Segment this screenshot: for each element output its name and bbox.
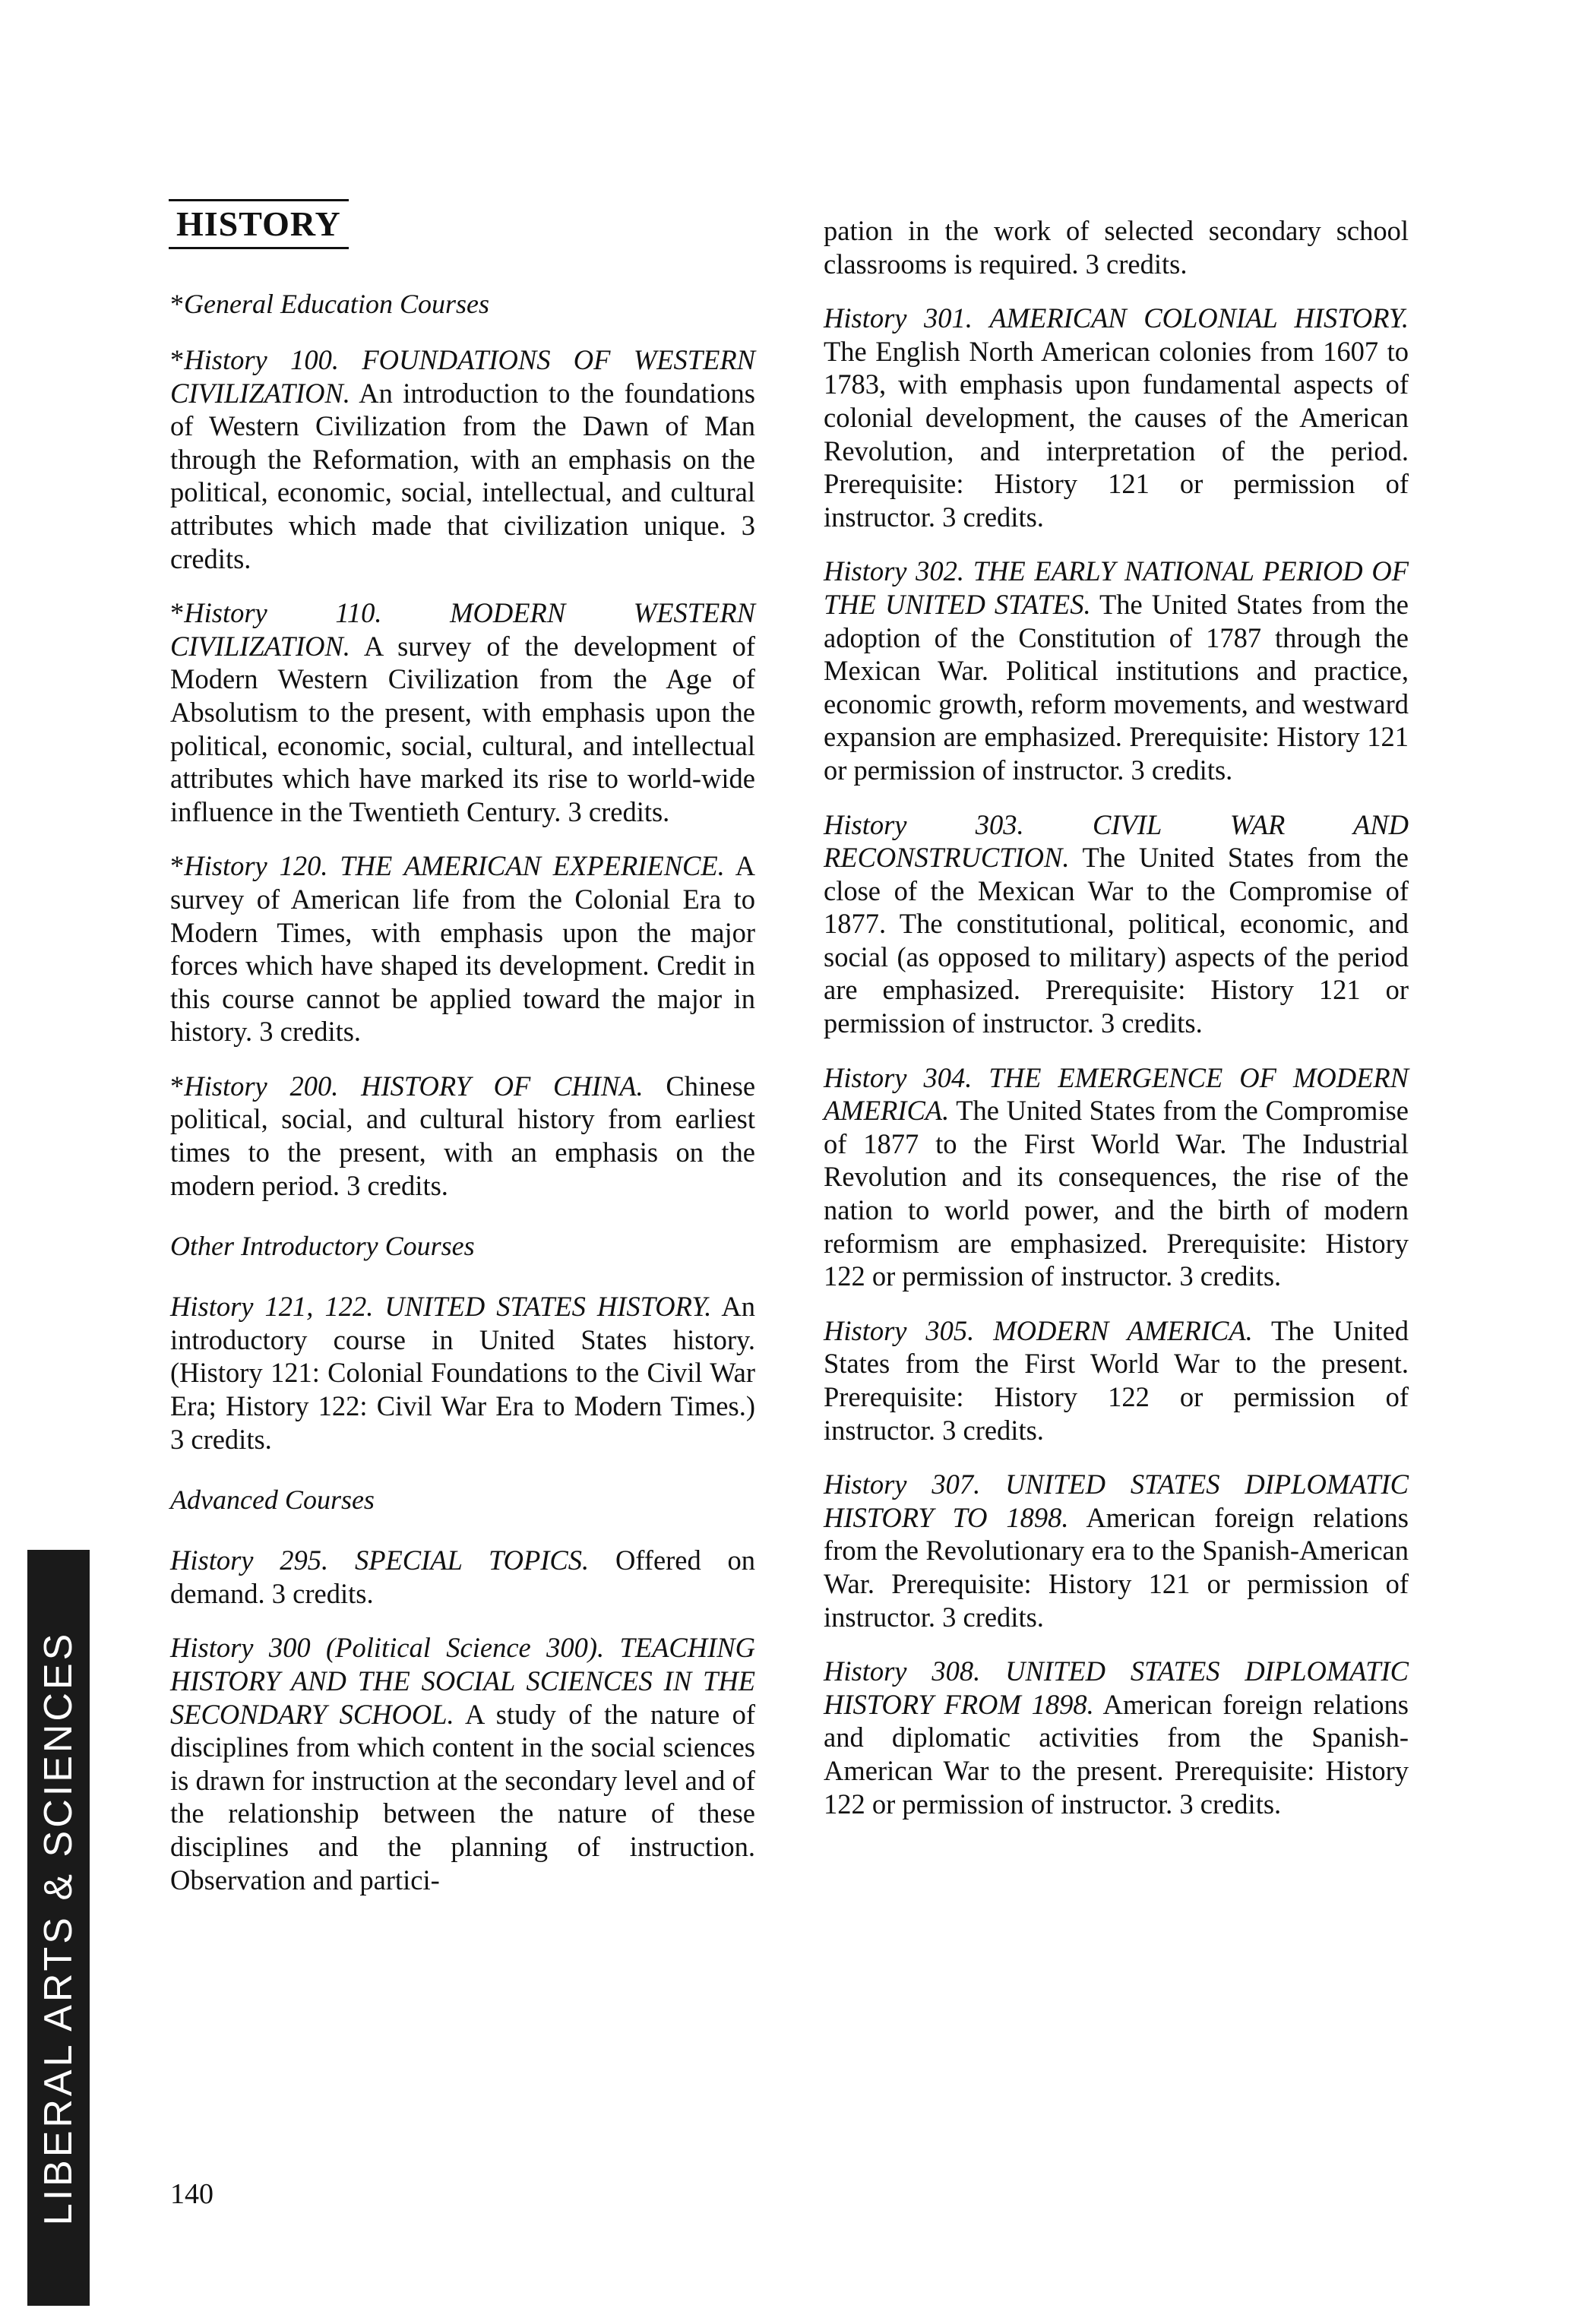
course-description: American foreign relations from the Revolutionary era to the Spanish-American War. Prerequisite: History 121 or permission of instructor. 3 credits.: [824, 1501, 1409, 1633]
course-title: UNITED STATES DIPLOMATIC HISTORY TO 1898.: [824, 1469, 1409, 1533]
course-entry: [824, 1468, 1409, 1633]
star-marker: *: [170, 289, 184, 319]
course-number: History 303.: [824, 808, 1024, 840]
course-entry: [824, 1314, 1409, 1447]
star-marker: *: [170, 850, 185, 882]
course-description: An introductory course in United States history. (History 121: Colonial Foundations to the Civil War Era; History 122: Civil War Era to Modern Times.) 3 credits.: [170, 1291, 756, 1455]
course-number: History 304.: [824, 1061, 973, 1093]
course-number: History 308.: [824, 1655, 981, 1687]
star-marker: *: [170, 597, 185, 629]
course-description: The United States from the First World War to the present. Prerequisite: History 122 or permission of instructor. 3 credits.: [824, 1314, 1409, 1446]
course-description: The United States from the Compromise of 1877 to the First World War. The Industrial Revolution and its consequences, the rise of the nation to world power, and the birth of modern reformism are emphasized. Prerequisite: History 122 or permission of instructor. 3 credits.: [824, 1095, 1409, 1292]
general-education-subheading: [170, 287, 755, 321]
course-entry: [170, 1631, 755, 1896]
course-title: MODERN WESTERN CIVILIZATION.: [170, 597, 755, 662]
course-description: The United States from the close of the Mexican War to the Compromise of 1877. The constitutional, political, economic, and social (as opposed to military) aspects of the period are emphasized. Prerequisite: History 121 or permission of instructor. 3 credits.: [824, 842, 1409, 1039]
course-number: History 307.: [824, 1469, 981, 1500]
course-title: TEACHING HISTORY AND THE SOCIAL SCIENCES IN THE SECONDARY SCHOOL.: [170, 1632, 755, 1730]
right-column: [824, 214, 1409, 1820]
course-number: History 302.: [824, 555, 965, 587]
course-entry: [824, 555, 1409, 786]
course-number: History 110.: [184, 597, 382, 629]
course-title: UNITED STATES HISTORY.: [384, 1291, 712, 1323]
course-description: A survey of American life from the Colonial Era to Modern Times, with emphasis upon the major forces which have shaped its development. Credit in this course cannot be applied toward the major in history. 3 credits.: [170, 850, 756, 1048]
star-marker: *: [170, 1070, 185, 1102]
other-introductory-subheading: Other Introductory Courses: [170, 1231, 475, 1262]
course-description: A study of the nature of disciplines from which content in the social sciences is drawn for instruction at the secondary level and of the relationship between the nature of these disciplines and the planning of instruction. Observation and partici-: [170, 1698, 755, 1896]
course-description: An introduction to the foundations of Western Civilization from the Dawn of Man through the Reformation, with an emphasis on the political, economic, social, intellectual, and cultural attributes which made that civilization unique. 3 credits.: [170, 377, 755, 574]
star-marker: *: [170, 344, 185, 375]
course-description: Chinese political, social, and cultural history from earliest times to the present, with an emphasis on the modern period. 3 credits.: [170, 1070, 756, 1201]
course-entry: [824, 1655, 1409, 1820]
section-label: General Education Courses: [184, 289, 489, 319]
course-number: History 100.: [184, 344, 339, 375]
course-entry: [170, 1544, 755, 1610]
course-number: History 301.: [824, 302, 973, 334]
advanced-subheading: Advanced Courses: [170, 1485, 375, 1516]
course-number: History 300 (Political Science 300).: [170, 1632, 605, 1664]
course-number: History 200.: [184, 1070, 339, 1102]
course-description: American foreign relations and diplomatic activities from the Spanish-American War to the present. Prerequisite: History 122 or permission of instructor. 3 credits.: [824, 1688, 1409, 1820]
left-column: [170, 199, 755, 1896]
course-entry: [170, 1290, 755, 1456]
course-continuation: pation in the work of selected secondary school classrooms is required. 3 credits.: [824, 215, 1409, 280]
course-description: The United States from the adoption of the Constitution of 1787 through the Mexican War. Political institutions and practice, economic growth, reform movements, and westward expansion are emphasized. Prerequisite: History 121 or permission of instructor. 3 credits.: [824, 588, 1409, 786]
course-title: UNITED STATES DIPLOMATIC HISTORY FROM 1898.: [824, 1655, 1409, 1720]
course-title: THE EARLY NATIONAL PERIOD OF THE UNITED STATES.: [824, 555, 1409, 620]
course-description: The English North American colonies from 1607 to 1783, with emphasis upon fundamental aspects of colonial development, the causes of the American Revolution, and interpretation of the period. Prerequisite: History 121 or permission of instructor. 3 credits.: [824, 335, 1409, 533]
section-heading: [170, 199, 755, 249]
course-title: FOUNDATIONS OF WESTERN CIVILIZATION.: [170, 344, 756, 409]
course-number: History 305.: [824, 1314, 975, 1346]
page-heading: HISTORY: [169, 199, 349, 249]
course-title: MODERN AMERICA.: [993, 1314, 1253, 1346]
course-number: History 295.: [170, 1545, 329, 1576]
course-number: History 120.: [184, 850, 328, 882]
course-entry: [170, 849, 755, 1048]
course-number: History 121, 122.: [170, 1291, 374, 1323]
page-number: 140: [170, 2178, 214, 2210]
course-entry: [824, 1061, 1409, 1293]
course-entry: [170, 343, 755, 575]
course-title: CIVIL WAR AND RECONSTRUCTION.: [824, 808, 1409, 874]
side-tab: [27, 1550, 90, 2306]
course-entry: [824, 302, 1409, 533]
course-entry: [170, 1070, 755, 1202]
course-title: SPECIAL TOPICS.: [354, 1545, 590, 1576]
side-tab-label: LIBERAL ARTS & SCIENCES: [36, 1630, 81, 2225]
course-title: AMERICAN COLONIAL HISTORY.: [989, 302, 1409, 334]
course-description: A survey of the development of Modern Western Civilization from the Age of Absolutism to the present, with emphasis upon the political, economic, social, cultural, and intellectual attributes which have marked its rise to world-wide influence in the Twentieth Century. 3 credits.: [170, 630, 755, 827]
course-entry: [824, 808, 1409, 1040]
course-description: Offered on demand. 3 credits.: [170, 1545, 756, 1609]
course-entry: [170, 596, 755, 828]
course-title: THE EMERGENCE OF MODERN AMERICA.: [824, 1061, 1409, 1127]
course-title: THE AMERICAN EXPERIENCE.: [340, 850, 725, 882]
course-title: HISTORY OF CHINA.: [361, 1070, 644, 1102]
